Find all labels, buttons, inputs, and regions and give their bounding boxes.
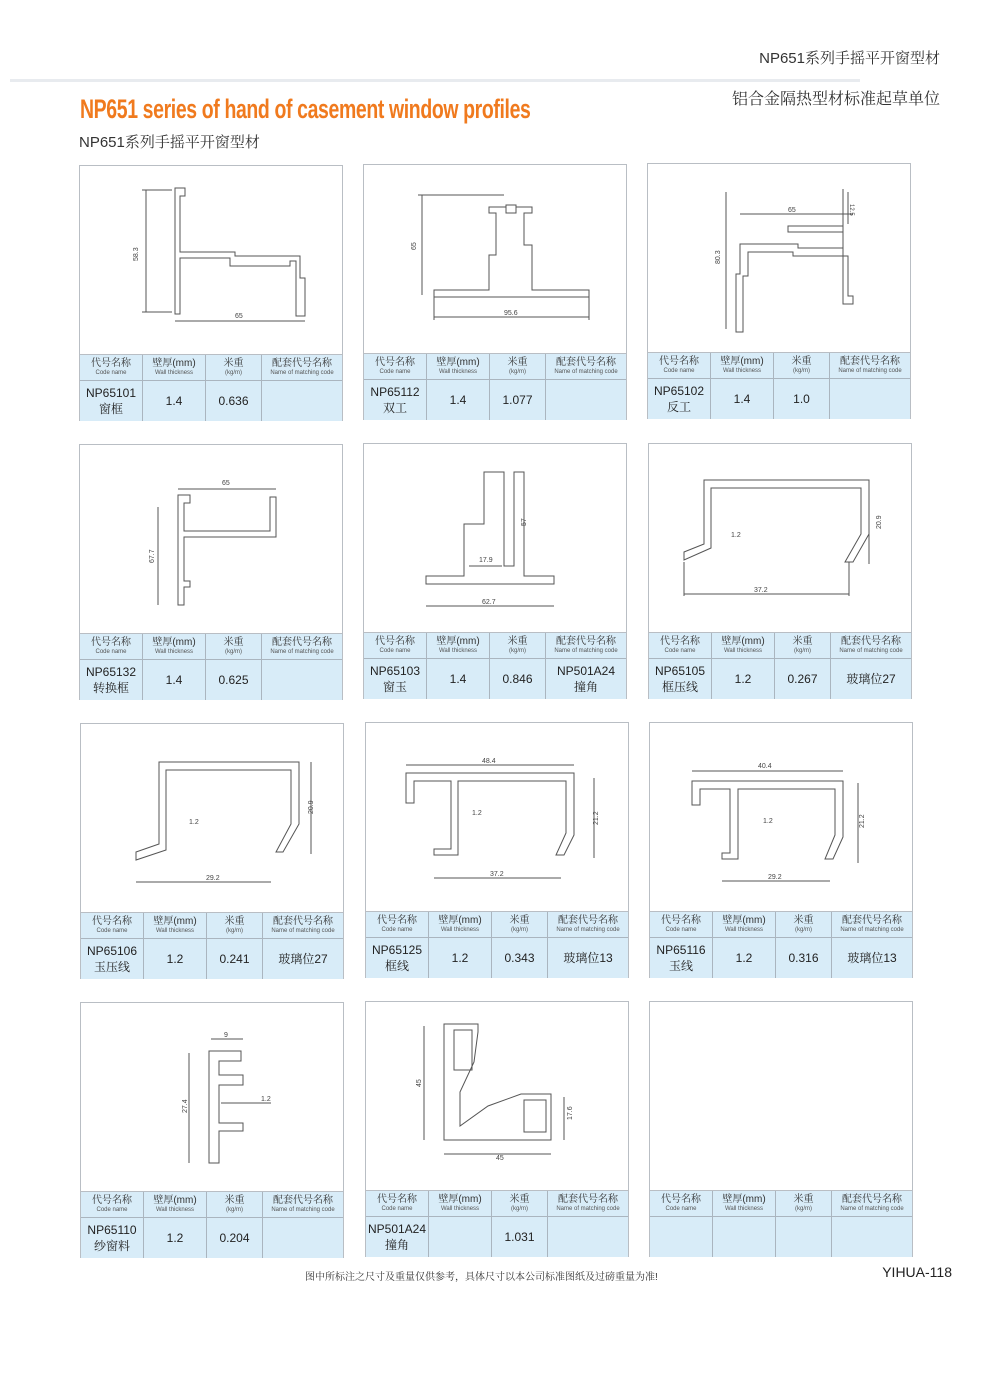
profile-card-np65106 <box>80 723 344 979</box>
wall-thickness: 1.2 <box>735 951 753 965</box>
spec-table: 代号名称 Code name NP65112 双工 壁厚(mm) Wall thickness 1.4 米重 (kg/m) 1.077 配套代号名称 Name of matching code <box>364 353 626 420</box>
wall-thickness: 1.4 <box>165 394 183 408</box>
spec-table: 代号名称 Code name NP65125 框线 壁厚(mm) Wall thickness 1.2 米重 (kg/m) 0.343 配套代号名称 Name of matching code 玻璃位13 <box>366 911 628 978</box>
profile-drawing <box>81 724 343 912</box>
header-organization: 铝合金隔热型材标准起草单位 <box>731 91 940 108</box>
dim-label: 20.9 <box>876 515 883 529</box>
dim-label: 62.7 <box>482 599 496 606</box>
name: 窗框 <box>98 402 123 416</box>
spec-table: 代号名称 Code name NP501A24 撞角 壁厚(mm) Wall thickness 米重 (kg/m) 1.031 配套代号名称 Name of matching code <box>366 1190 628 1257</box>
dim-label: 48.4 <box>482 758 496 765</box>
dim-label: 12.5 <box>848 204 854 216</box>
weight: 0.316 <box>788 951 819 965</box>
spec-table: 代号名称 Code name 壁厚(mm) Wall thickness 米重 (kg/m) 配套代号名称 Name of matching code <box>650 1190 912 1257</box>
name: 框压线 <box>661 680 698 694</box>
name: 玉线 <box>668 959 693 973</box>
profile-card-np65132 <box>79 444 343 700</box>
profile-card-np65102 <box>647 163 911 419</box>
dim-label: 20.9 <box>308 800 315 814</box>
profile-card-np65125 <box>365 722 629 978</box>
profile-drawing <box>80 445 342 633</box>
spec-table: 代号名称 Code name NP65110 纱窗料 壁厚(mm) Wall thickness 1.2 米重 (kg/m) 0.204 配套代号名称 Name of matching code <box>81 1191 343 1258</box>
matching-code: NP501A24 <box>556 664 616 678</box>
page-number: YIHUA-118 <box>882 1264 952 1280</box>
name: 窗玉 <box>382 680 407 694</box>
dim-label: 65 <box>411 242 418 250</box>
code: NP65103 <box>369 664 421 678</box>
weight: 0.846 <box>502 672 533 686</box>
name: 双工 <box>382 401 407 415</box>
profile-card-np65110 <box>80 1002 344 1258</box>
spec-table: 代号名称 Code name NP65132 转换框 壁厚(mm) Wall thickness 1.4 米重 (kg/m) 0.625 配套代号名称 Name of matching code <box>80 633 342 700</box>
dim-label: 1.2 <box>763 818 773 825</box>
profile-card-np65101 <box>79 165 343 421</box>
dim-label: 65 <box>222 480 230 487</box>
dim-label: 9 <box>224 1032 228 1039</box>
wall-thickness: 1.2 <box>166 952 184 966</box>
spec-table: 代号名称 Code name NP65102 反工 壁厚(mm) Wall thickness 1.4 米重 (kg/m) 1.0 配套代号名称 Name of matching code <box>648 352 910 419</box>
weight: 0.267 <box>787 672 818 686</box>
code: NP65105 <box>654 664 706 678</box>
weight: 0.343 <box>504 951 535 965</box>
name: 转换框 <box>92 681 129 695</box>
dim-label: 37.2 <box>490 871 504 878</box>
weight: 0.241 <box>219 952 250 966</box>
profile-drawing <box>649 444 911 632</box>
weight: 0.636 <box>218 394 249 408</box>
name: 框线 <box>384 959 409 973</box>
dim-label: 17.6 <box>567 1106 574 1120</box>
profile-card-np65116 <box>649 722 913 978</box>
header-series: NP651系列手摇平开窗型材 <box>759 50 940 67</box>
weight: 1.031 <box>504 1230 535 1244</box>
profile-drawing <box>80 166 342 354</box>
footer-note: 图中所标注之尺寸及重量仅供参考，具体尺寸以本公司标准图纸及过磅重量为准! <box>305 1272 658 1283</box>
profile-card-np65105 <box>648 443 912 699</box>
dim-label: 17.9 <box>479 557 493 564</box>
dim-label: 27.4 <box>182 1099 189 1113</box>
wall-thickness: 1.4 <box>449 393 467 407</box>
dim-label: 67.7 <box>149 549 156 563</box>
dim-label: 1.2 <box>261 1096 271 1103</box>
profile-drawing <box>648 164 910 352</box>
code: NP65116 <box>656 943 706 957</box>
dim-label: 80.3 <box>715 250 722 264</box>
header-rule <box>10 79 860 82</box>
profile-drawing <box>650 723 912 911</box>
profile-drawing <box>366 723 628 911</box>
code: NP501A24 <box>367 1222 427 1236</box>
profile-card-np65103 <box>363 443 627 699</box>
spec-table: 代号名称 Code name NP65101 窗框 壁厚(mm) Wall thickness 1.4 米重 (kg/m) 0.636 配套代号名称 Name of matching code <box>80 354 342 421</box>
dim-label: 1.2 <box>731 532 741 539</box>
dim-label: 40.4 <box>758 763 772 770</box>
name: 纱窗料 <box>93 1239 130 1253</box>
dim-label: 95.6 <box>504 310 518 317</box>
matching-code: 玻璃位27 <box>278 952 328 966</box>
page-title-chinese: NP651系列手摇平开窗型材 <box>79 134 260 151</box>
matching-code: 玻璃位27 <box>846 672 896 686</box>
name: 撞角 <box>384 1238 409 1252</box>
code: NP65110 <box>87 1223 137 1237</box>
code: NP65132 <box>85 665 137 679</box>
profile-drawing <box>650 1002 912 1190</box>
profile-drawing <box>364 444 626 632</box>
dim-label: 1.2 <box>189 819 199 826</box>
spec-table: 代号名称 Code name NP65105 框压线 壁厚(mm) Wall thickness 1.2 米重 (kg/m) 0.267 配套代号名称 Name of matching code 玻璃位27 <box>649 632 911 699</box>
profile-drawing <box>81 1003 343 1191</box>
profile-card-np65112 <box>363 164 627 420</box>
code: NP65102 <box>653 384 705 398</box>
name: 反工 <box>666 400 691 414</box>
dim-label: 58.3 <box>133 247 140 261</box>
wall-thickness: 1.4 <box>449 672 467 686</box>
code: NP65106 <box>86 944 138 958</box>
dim-label: 29.2 <box>206 875 220 882</box>
weight: 1.0 <box>793 392 810 406</box>
wall-thickness: 1.4 <box>165 673 183 687</box>
wall-thickness: 1.2 <box>451 951 469 965</box>
spec-table: 代号名称 Code name NP65106 玉压线 壁厚(mm) Wall thickness 1.2 米重 (kg/m) 0.241 配套代号名称 Name of matching code 玻璃位27 <box>81 912 343 979</box>
weight: 1.077 <box>502 393 533 407</box>
page-title-english: NP651 series of hand of casement window profiles <box>80 94 531 124</box>
wall-thickness: 1.2 <box>734 672 752 686</box>
wall-thickness: 1.2 <box>166 1231 184 1245</box>
dim-label: 21.2 <box>593 811 600 825</box>
dim-label: 29.2 <box>768 874 782 881</box>
matching-code: 玻璃位13 <box>847 951 897 965</box>
wall-thickness: 1.4 <box>733 392 751 406</box>
code: NP65112 <box>370 385 420 399</box>
profile-drawing <box>366 1002 628 1190</box>
dim-label: 37.2 <box>754 587 768 594</box>
spec-table: 代号名称 Code name NP65103 窗玉 壁厚(mm) Wall thickness 1.4 米重 (kg/m) 0.846 配套代号名称 Name of matching code NP501A24 撞角 <box>364 632 626 699</box>
dim-label: 65 <box>788 207 796 214</box>
profile-card-empty <box>649 1001 913 1257</box>
spec-table: 代号名称 Code name NP65116 玉线 壁厚(mm) Wall thickness 1.2 米重 (kg/m) 0.316 配套代号名称 Name of matching code 玻璃位13 <box>650 911 912 978</box>
dim-label: 57 <box>521 518 528 526</box>
matching-code: 玻璃位13 <box>563 951 613 965</box>
dim-label: 1.2 <box>472 810 482 817</box>
dim-label: 21.2 <box>859 814 866 828</box>
name: 玉压线 <box>93 960 130 974</box>
profile-card-np501a24 <box>365 1001 629 1257</box>
profile-drawing <box>364 165 626 353</box>
dim-label: 65 <box>235 313 243 320</box>
code: NP65101 <box>85 386 137 400</box>
code: NP65125 <box>371 943 423 957</box>
weight: 0.204 <box>219 1231 250 1245</box>
dim-label: 45 <box>496 1155 504 1162</box>
dim-label: 45 <box>416 1079 423 1087</box>
weight: 0.625 <box>218 673 249 687</box>
